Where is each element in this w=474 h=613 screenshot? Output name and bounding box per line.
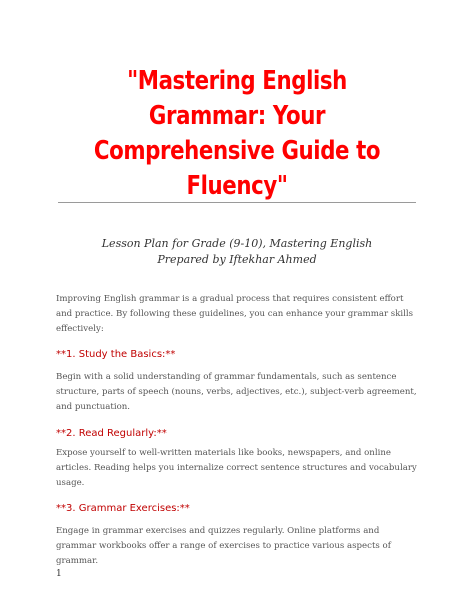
document-subtitle	[0, 236, 474, 268]
page-number: 1	[56, 569, 62, 579]
title-divider	[58, 202, 416, 203]
subtitle-line-1: Lesson Plan for Grade (9-10), Mastering English	[101, 237, 373, 250]
document-title: "Mastering English Grammar: Your Comprehensive Guide to Fluency"	[93, 66, 381, 201]
section-2-body: Expose yourself to well-written materials like books, newspapers, and online articles. Reading helps you internalize correct sentence structures and vocabulary usage.	[56, 448, 417, 488]
section-3-heading: **3. Grammar Exercises:**	[56, 503, 190, 514]
section-1-body: Begin with a solid understanding of grammar fundamentals, such as sentence structure, parts of speech (nouns, verbs, adjectives, etc.), subject-verb agreement, and punctuation.	[56, 372, 417, 412]
section-2-heading: **2. Read Regularly:**	[56, 428, 167, 439]
section-1-heading: **1. Study the Basics:**	[56, 349, 176, 360]
section-3-body: Engage in grammar exercises and quizzes regularly. Online platforms and grammar workbooks offer a range of exercises to practice various aspects of grammar.	[56, 526, 391, 566]
subtitle-line-2: Prepared by Iftekhar Ahmed	[157, 253, 317, 266]
intro-paragraph: Improving English grammar is a gradual process that requires consistent effort and practice. By following these guidelines, you can enhance your grammar skills effectively:	[56, 294, 414, 334]
